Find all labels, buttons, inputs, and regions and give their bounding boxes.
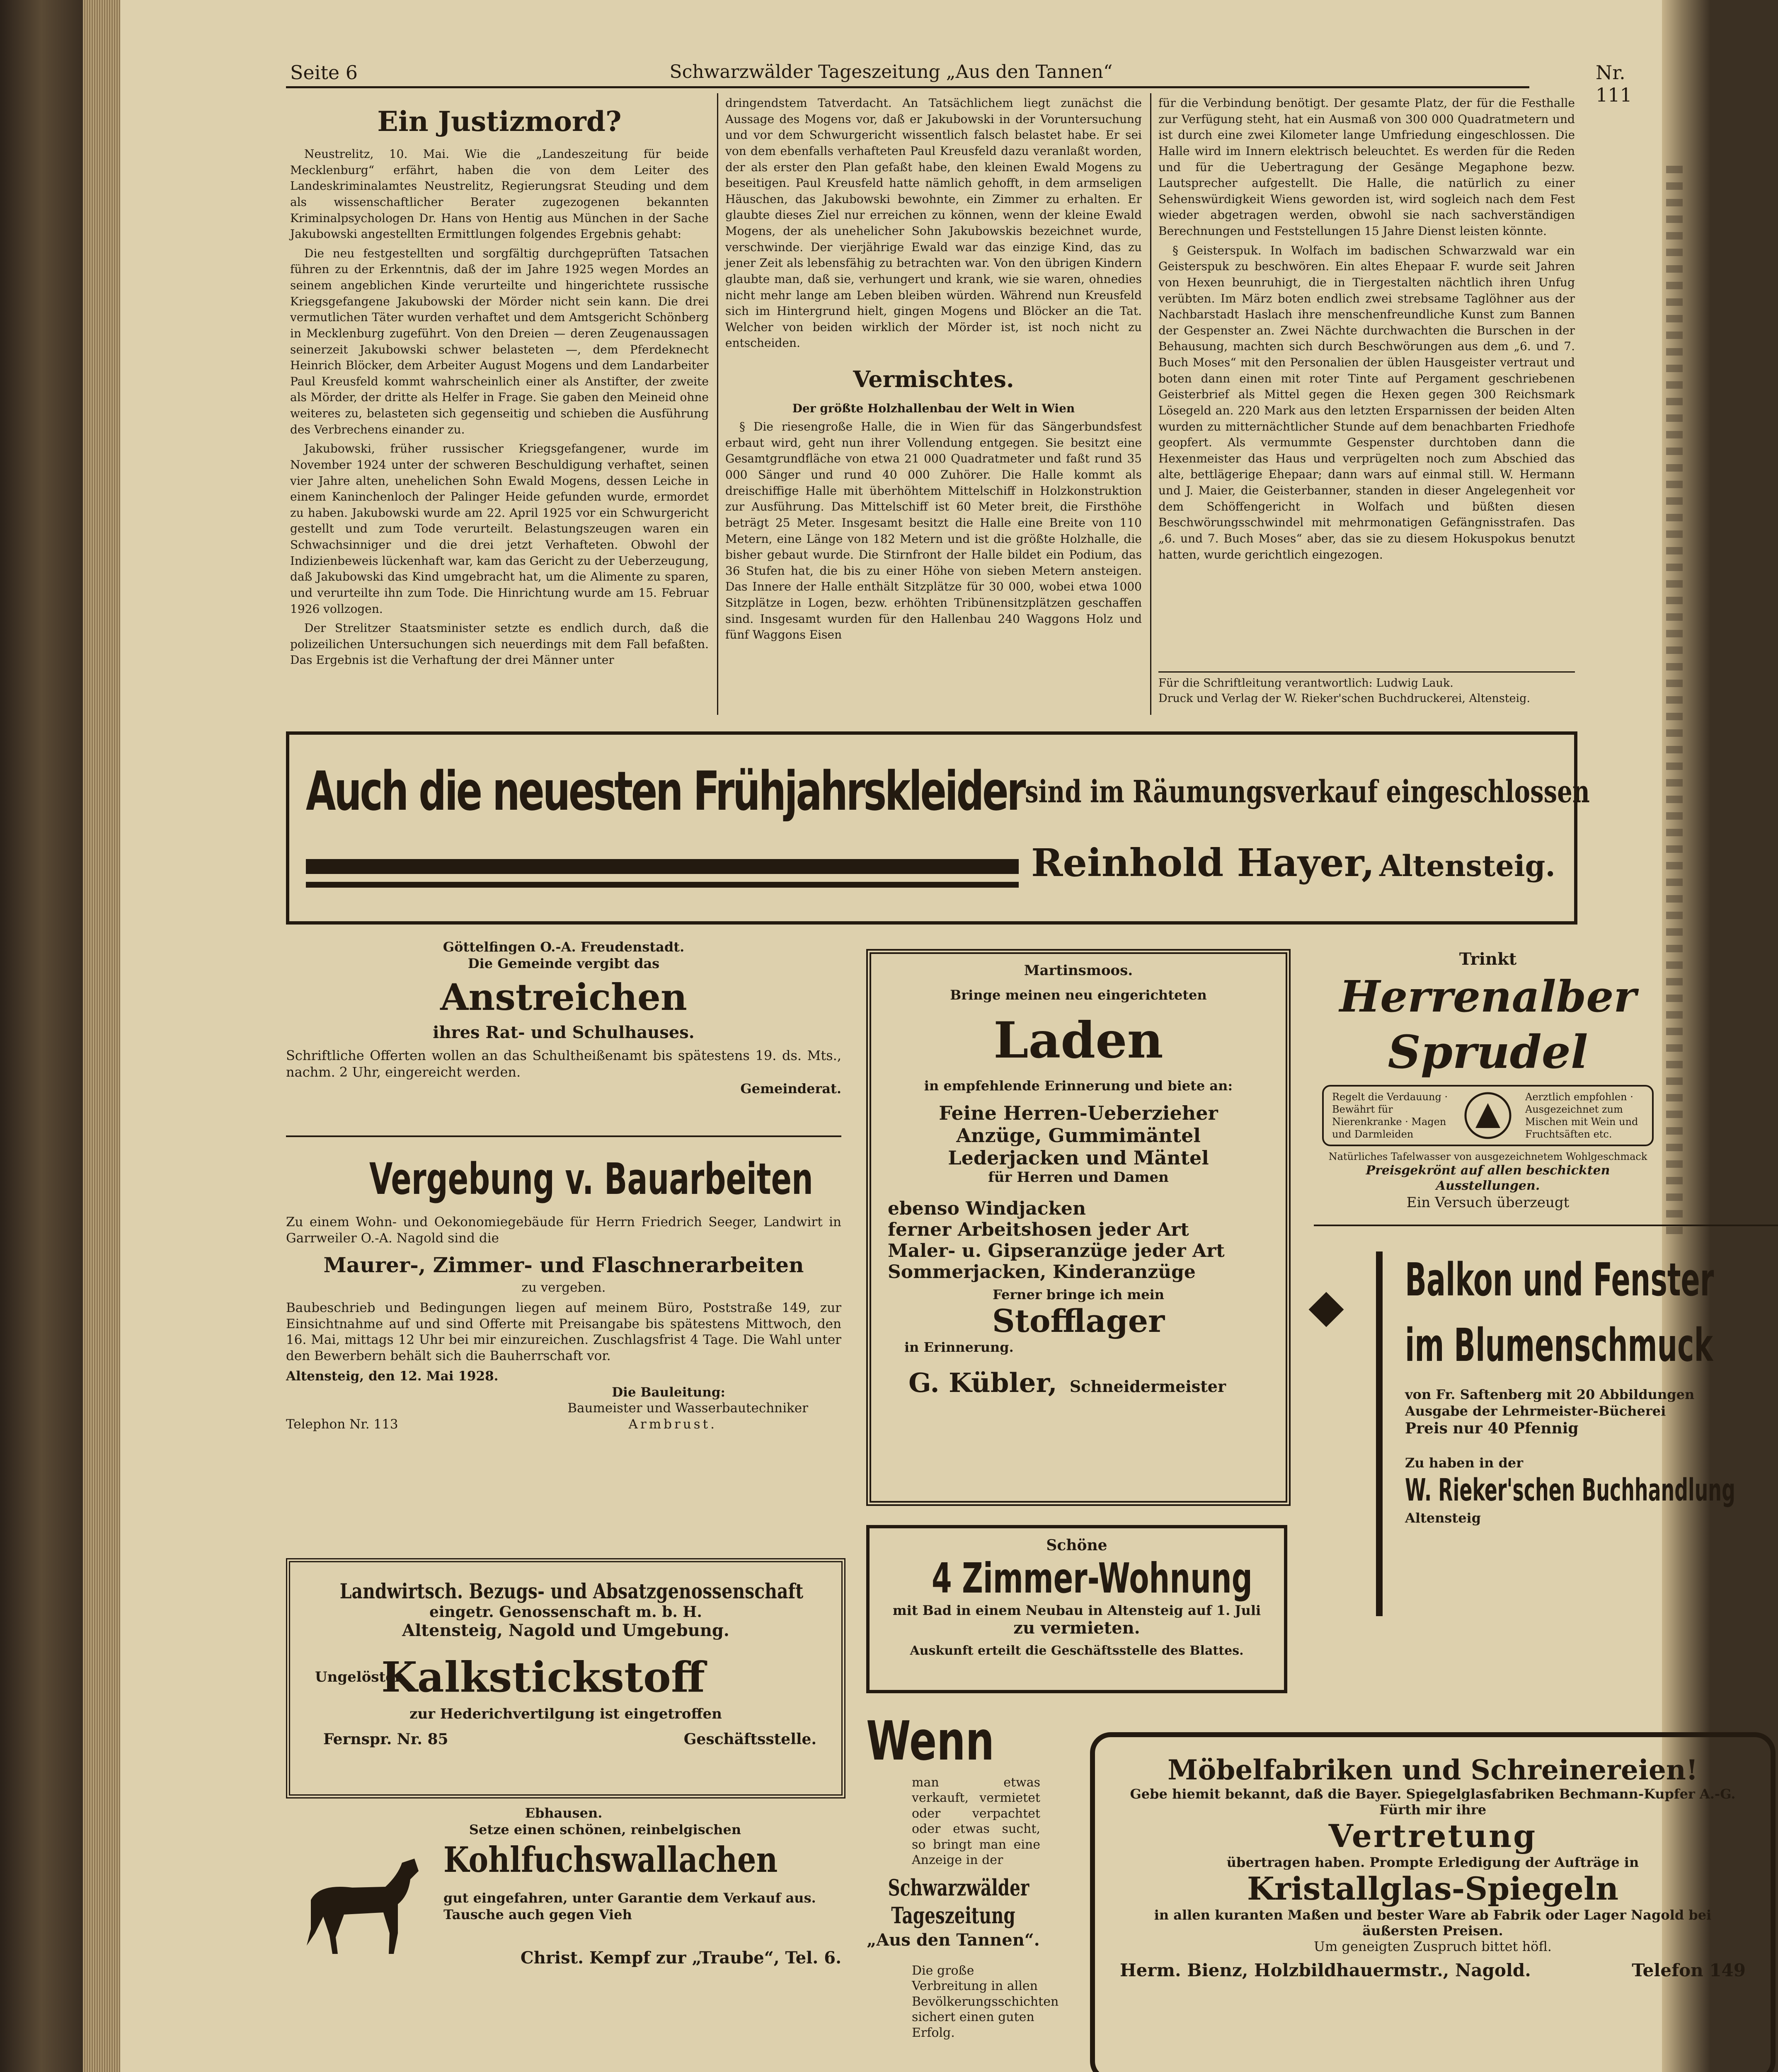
- ad-body: gut eingefahren, unter Garantie dem Verkauf aus. Tausche auch gegen Vieh: [443, 1890, 816, 1922]
- ad-item: ferner Arbeitshosen jeder Art: [888, 1219, 1189, 1240]
- ad-intro: Setze einen schönen, reinbelgischen: [469, 1822, 741, 1837]
- bleed-through-text: [1666, 166, 1683, 1243]
- ad-signature: Die Bauleitung:: [612, 1385, 725, 1400]
- ad-intro: Trinkt: [1459, 949, 1517, 969]
- ad-line: Altensteig, Nagold und Umgebung.: [402, 1621, 729, 1640]
- ad-date: Altensteig, den 12. Mai 1928.: [286, 1368, 499, 1384]
- ad-line: Ferner bringe ich mein: [992, 1287, 1165, 1302]
- ad-signature: Schneidermeister: [1069, 1377, 1226, 1396]
- ad-title: Herrenalber: [1339, 971, 1637, 1022]
- ad-line: eingetr. Genossenschaft m. b. H.: [429, 1603, 702, 1621]
- label-bottom: Preisgekrönt auf allen beschickten Ausstellungen.: [1366, 1163, 1610, 1193]
- article-title: Ein Justizmord?: [377, 105, 622, 138]
- ad-intro: Schöne: [1046, 1537, 1107, 1554]
- ad-footer: Die große Verbreitung in allen Bevölkerungsschichten sichert einen guten Erfolg.: [912, 1963, 1059, 2040]
- banner-firm: Reinhold Hayer,: [1031, 840, 1375, 885]
- column-three: [1158, 95, 1575, 566]
- page-number: Seite 6: [290, 61, 358, 84]
- ad-item: für Herren und Damen: [988, 1169, 1169, 1186]
- ad-body: man etwas verkauft, vermietet oder verpachtet oder etwas sucht, so bringt man eine Anzeige in der: [912, 1775, 1040, 1867]
- ad-title: Möbelfabriken und Schreinereien!: [1168, 1754, 1698, 1786]
- banner-bar: [306, 859, 1019, 874]
- ad-place: Martinsmoos.: [1024, 962, 1133, 979]
- ad-wohnung: [866, 1525, 1287, 1693]
- ad-signature: Christ. Kempf zur „Traube“, Tel. 6.: [520, 1948, 841, 1968]
- ad-sprudel: [1322, 949, 1654, 1211]
- ad-heading: Landwirtsch. Bezugs- und Absatzgenossenschaft: [339, 1579, 804, 1603]
- ad-signature: Herm. Bienz, Holzbildhauermstr., Nagold.: [1120, 1960, 1531, 1980]
- ad-line: zur Hederichvertilgung ist eingetroffen: [409, 1706, 722, 1722]
- section-title: Vermischtes.: [853, 366, 1014, 392]
- article-paragraph: § Geisterspuk. In Wolfach im badischen Schwarzwald war ein Geisterspuk zu beschwören. Ein altes Ehepaar F. wurde seit Jahren von Hexen beunruhigt, die in Tiergestalten nächtlich ihren Unfug verübten. Im März boten endlich zwei strebsame Taglöhner aus der Nachbarstadt Haslach ihre menschenfreundliche Kunst zum Bannen der Gespenster an. Zwei Nächte durchwachten die Burschen in der Behausung, machten sich durch Beschwörungen aus dem „6. und 7. Buch Moses“ mit den Personalien der üblen Hausgeister vertraut und boten dann einen mit roter Tinte auf Pergament geschriebenen Geisterbrief als Mittel gegen die Hexen gegen 300 Reichsmark Lösegeld an. 220 Mark aus den letzten Ersparnissen der beiden Alten wurden zu mitternächtlicher Stunde auf dem benachbarten Friedhofe geopfert. Als vermummte Gespenster durchtoben dann die Hexenmeister das Haus und verprügelten noch zum Abschied das alte, bettlägerige Ehepaar; dann wars auf einmal still. W. Hermann und J. Maier, die Geisterbanner, standen in dieser Angelegenheit vor dem Schöffengericht in Wolfach und büßten diesen Beschwörungsschwindel mit mehrmonatigen Gefängnisstrafen. Das „6. und 7. Buch Moses“ aber, das sie zu diesem Hokuspokus benutzt hatten, wurde gerichtlich eingezogen.: [1158, 243, 1575, 562]
- imprint: [1158, 675, 1575, 707]
- ad-trades: Maurer-, Zimmer- und Flaschnerarbeiten: [323, 1252, 804, 1277]
- label-top: Natürliches Tafelwasser von ausgezeichnetem Wohlgeschmack: [1328, 1150, 1647, 1162]
- ad-line: zu vergeben.: [521, 1280, 606, 1295]
- ad-paper-name: „Aus den Tannen“.: [867, 1930, 1040, 1950]
- ad-title: Anstreichen: [440, 975, 687, 1019]
- diamond-ornament: [1309, 1292, 1344, 1327]
- ad-body: übertragen haben. Prompte Erledigung der Aufträge in: [1226, 1854, 1639, 1870]
- banner-headline: Auch die neuesten Frühjahrskleider: [306, 760, 1025, 823]
- ad-place: Göttelfingen O.-A. Freudenstadt.: [443, 939, 685, 955]
- ad-price: Preis nur 40 Pfennig: [1405, 1420, 1579, 1437]
- article-headline: Der größte Holzhallenbau der Welt in Wien: [792, 401, 1075, 415]
- ad-item: Anzüge, Gummimäntel: [956, 1124, 1201, 1147]
- imprint-printer: Druck und Verlag der W. Rieker'schen Buchdruckerei, Altensteig.: [1158, 692, 1531, 705]
- ad-telephone: Telephon Nr. 113: [286, 1417, 398, 1432]
- ad-line: Zu haben in der: [1405, 1455, 1524, 1471]
- column-two: [725, 95, 1142, 646]
- ad-signature: Gemeinderat.: [740, 1081, 841, 1097]
- book-binding: [0, 0, 83, 2072]
- ad-telephone: Fernspr. Nr. 85: [323, 1731, 448, 1748]
- ad-item: Lederjacken und Mäntel: [948, 1147, 1209, 1169]
- ad-item: Maler- u. Gipseranzüge jeder Art: [888, 1240, 1225, 1261]
- ad-shop: Geschäftsstelle.: [683, 1731, 816, 1748]
- article-paragraph: für die Verbindung benötigt. Der gesamte Platz, der für die Festhalle zur Verfügung steht, hat ein Ausmaß von 300 000 Quadratmetern und ist durch eine zwei Kilometer lange Umfriedung eingeschlossen. Die Halle wird im Innern elektrisch beleuchtet. Es werden für die Reden und für die Uebertragung der Gesänge Megaphone bezw. Lautsprecher aufgestellt. Die Halle, die natürlich zu einer Sehenswürdigkeit Wiens geworden ist, wird sogleich nach dem Fest wieder abgetragen werden, obwohl sie nach sachverständigen Berechnungen und Feststellungen 15 Jahre Dienst leisten könnte.: [1158, 96, 1575, 238]
- ad-line: in Erinnerung.: [904, 1339, 1014, 1355]
- label-right: Aerztlich empfohlen · Ausgezeichnet zum Mischen mit Wein und Fruchtsäften etc.: [1525, 1091, 1638, 1140]
- vertical-bar: [1376, 1251, 1383, 1616]
- article-paragraph: Die neu festgestellten und sorgfältig durchgeprüften Tatsachen führen zu der Erkenntnis, daß der im Jahre 1925 wegen Mordes an seinem angeblichen Kinde verurteilte und hingerichtete russische Kriegsgefangene Jakubowski der Mörder nicht sein kann. Die drei vermutlichen Täter wurden verhaftet und dem Amtsgericht Schönberg in Mecklenburg zugeführt. Von den Dreien — deren Zeugenaussagen seinerzeit Jakubowski schwer belasteten —, dem Pferdeknecht Heinrich Blöcker, dem Arbeiter August Mogens und dem Landarbeiter Paul Kreusfeld kommt wahrscheinlich einer als Anstifter, der zweite als Mörder, der dritte als Helfer in Frage. Sie gaben den Meineid ohne weiteres zu, belasteten sich gegenseitig und schieben die Ausführung des Verbrechens einander zu.: [290, 246, 709, 436]
- ad-intro: Die Gemeinde vergibt das: [468, 956, 660, 971]
- ad-town: Altensteig: [1405, 1510, 1481, 1526]
- masthead: Schwarzwälder Tageszeitung „Aus den Tannen“: [669, 61, 1113, 82]
- ad-label: [1322, 1085, 1654, 1146]
- article-justizmord: [290, 99, 709, 672]
- imprint-rule: [1158, 671, 1575, 673]
- ad-moebel: [1090, 1732, 1776, 2072]
- issue-number: Nr. 111: [1596, 61, 1632, 106]
- article-paragraph: dringendstem Tatverdacht. An Tatsächlichem liegt zunächst die Aussage des Mogens vor, daß er Jakubowski in der Voruntersuchung und vor dem Schwurgericht wissentlich falsch belastet habe. Er sei von dem ebenfalls verhafteten Paul Kreusfeld dazu veranlaßt worden, der als erster den Plan gefaßt habe, den kleinen Ewald Mogens zu beseitigen. Paul Kreusfeld hatte nämlich gehofft, in dem armseligen Häuschen, das Jakubowski bewohnte, ein Zimmer zu erhalten. Er glaubte dieses Ziel nur erreichen zu können, wenn der kleine Ewald Mogens, der als unehelicher Sohn Jakubowskis bezeichnet wurde, verschwinde. Der vierjährige Ewald war das einzige Kind, das zu jener Zeit als lebensfähig zu betrachten war. Von den übrigen Kindern glaubte man, daß sie, verhungert und krank, wie sie waren, ohnedies nicht mehr lange am Leben bleiben würden. Während nun Kreusfeld sich im Hintergrund hielt, gingen Mogens und Blöcker an die Tat. Welcher von beiden wirklich der Mörder ist, ist noch nicht zu entscheiden.: [725, 96, 1142, 350]
- imprint-editor: Für die Schriftleitung verantwortlich: Ludwig Lauk.: [1158, 677, 1453, 690]
- ad-body: in allen kuranten Maßen und bester Ware ab Fabrik oder Lager Nagold bei äußersten Preisen.: [1154, 1907, 1712, 1939]
- ad-body: Zu einem Wohn- und Oekonomiegebäude für Herrn Friedrich Seeger, Landwirt in Garrweiler O.-A. Nagold sind die: [286, 1215, 841, 1246]
- ad-title: Kohlfuchswallachen: [443, 1839, 778, 1880]
- ad-title: Kalkstickstoff: [381, 1653, 705, 1702]
- ad-title: Balkon und Fenster: [1405, 1253, 1714, 1306]
- article-paragraph: Jakubowski, früher russischer Kriegsgefangener, wurde im November 1924 unter der schweren Beschuldigung verhaftet, seinen vier Jahre alten, unehelichen Sohn Ewald Mogens, dessen Leiche in einem Kaninchenloch der Palinger Heide gefunden wurde, ermordet zu haben. Jakubowski wurde am 22. April 1925 vor ein Schwurgericht gestellt und zum Tode verurteilt. Belastungszeugen waren ein Schwachsinniger und die drei jetzt Verhafteten. Obwohl der Indizienbeweis lückenhaft war, kam das Gericht zu der Ueberzeugung, daß Jakubowski das Kind umgebracht hat, um die Alimente zu sparen, und verurteilte ihn zum Tode. Die Hinrichtung wurde am 15. Februar 1926 vollzogen.: [290, 442, 709, 616]
- page-stack-edge: [83, 0, 120, 2072]
- ad-body: Gebe hiemit bekannt, daß die Bayer. Spiegelglasfabriken Bechmann-Kupfer A.-G. Fürth mir ihre: [1130, 1786, 1736, 1818]
- ad-wallach: [286, 1805, 841, 1968]
- ad-name: Armbrust.: [628, 1417, 717, 1432]
- ad-title: im Blumenschmuck: [1405, 1318, 1713, 1372]
- article-paragraph: § Die riesengroße Halle, die in Wien für das Sängerbundsfest erbaut wird, geht nun ihrer Vollendung entgegen. Sie besitzt eine Gesamtgrundfläche von etwa 21 000 Quadratmeter und faßt rund 35 000 Sänger und rund 40 000 Zuhörer. Die Halle kommt als dreischiffige Halle mit überhöhtem Mittelschiff in Holzkonstruktion zur Ausführung. Das Mittelschiff ist 60 Meter breit, die Firsthöhe beträgt 25 Meter. Insgesamt besitzt die Halle eine Breite von 110 Metern, eine Länge von 182 Metern und ist die größte Holzhalle, die bisher gebaut wurde. Die Stirnfront der Halle bildet ein Podium, das 36 Stufen hat, die bis zu einer Höhe von sieben Metern ansteigen. Das Innere der Halle enthält Sitzplätze für 30 000, wobei etwa 1000 Sitzplätze in Logen, bezw. erhöhten Tribünensitzplätzen geschaffen sind. Insgesamt wurden für den Hallenbau 240 Waggons Holz und fünf Waggons Eisen: [725, 420, 1142, 642]
- ad-line: mit Bad in einem Neubau in Altensteig auf 1. Juli: [892, 1602, 1261, 1618]
- ad-title: Sprudel: [1388, 1025, 1588, 1079]
- ad-pretitle: Ungelöster: [315, 1669, 402, 1685]
- ad-rule: [1314, 1225, 1778, 1226]
- horse-illustration: [294, 1850, 435, 1958]
- banner-town: Altensteig.: [1379, 849, 1555, 883]
- ad-paper-name: Schwarzwälder: [888, 1874, 1029, 1901]
- ad-line: Ausgabe der Lehrmeister-Bücherei: [1405, 1403, 1666, 1419]
- ad-stofflager: Stofflager: [992, 1302, 1165, 1339]
- ad-big-line: Vertretung: [1328, 1818, 1537, 1854]
- ad-signature: G. Kübler,: [908, 1368, 1057, 1399]
- ad-line: in empfehlende Erinnerung und biete an:: [924, 1078, 1233, 1094]
- column-rule: [717, 93, 718, 715]
- ad-signature: Baumeister und Wasserbautechniker: [567, 1401, 808, 1416]
- ad-title: 4 Zimmer-Wohnung: [932, 1554, 1252, 1602]
- ad-anstreichen: [286, 939, 841, 1097]
- ad-item: Sommerjacken, Kinderanzüge: [888, 1261, 1196, 1283]
- ad-place: Ebhausen.: [525, 1805, 603, 1821]
- ad-title: Vergebung v. Bauarbeiten: [369, 1154, 813, 1204]
- ad-line: Auskunft erteilt die Geschäftsstelle des Blattes.: [910, 1644, 1244, 1658]
- header-rule: [286, 86, 1529, 88]
- ad-item: ebenso Windjacken: [888, 1198, 1086, 1219]
- ad-subtitle: ihres Rat- und Schulhauses.: [433, 1023, 695, 1042]
- newspaper-page: [120, 0, 1746, 2072]
- ad-line: Um geneigten Zuspruch bittet höfl.: [1314, 1939, 1552, 1954]
- ad-title: Laden: [993, 1011, 1163, 1070]
- spring-emblem-icon: [1459, 1091, 1517, 1140]
- ad-title: Wenn: [866, 1709, 995, 1772]
- ad-rule: [286, 1135, 841, 1137]
- banner-subline: sind im Räumungsverkauf eingeschlossen: [1025, 774, 1590, 810]
- ad-bauarbeiten: [286, 1152, 841, 1433]
- ad-shop: W. Rieker'schen Buchhandlung: [1405, 1472, 1735, 1508]
- ad-wenn: [866, 1707, 1059, 2041]
- ad-laden: [866, 949, 1291, 1506]
- ad-body: Baubeschrieb und Bedingungen liegen auf meinem Büro, Poststraße 149, zur Einsichtnahme auf und sind Offerte mit Preisangabe bis spätestens Mittwoch, den 16. Mai, mittags 12 Uhr bei mir einzureichen. Zuschlagsfrist 4 Tage. Die Wahl unter den Bewerbern behält sich die Bauherrschaft vor.: [286, 1300, 841, 1363]
- ad-line: von Fr. Saftenberg mit 20 Abbildungen: [1405, 1387, 1695, 1402]
- banner-bar: [306, 882, 1019, 888]
- label-left: Regelt die Verdauung · Bewährt für Nierenkranke · Magen und Darmleiden: [1332, 1091, 1448, 1140]
- ad-item: Feine Herren-Ueberzieher: [939, 1102, 1218, 1124]
- ad-telephone: Telefon 149: [1632, 1960, 1746, 1980]
- banner-ad-hayer: [286, 731, 1590, 925]
- ad-body: Schriftliche Offerten wollen an das Schultheißenamt bis spätestens 19. ds. Mts., nachm. 2 Uhr, eingereicht werden.: [286, 1048, 841, 1080]
- article-paragraph: Neustrelitz, 10. Mai. Wie die „Landeszeitung für beide Mecklenburg“ erfährt, haben die von dem Leiter des Landeskriminalamtes Neustrelitz, Regierungsrat Steuding und dem als wissenschaftlicher Berater zugezogenen bekannten Kriminalpsychologen Dr. Hans von Hentig aus München in der Sache Jakubowski angestellten Ermittlungen folgendes Ergebnis gehabt:: [290, 147, 709, 241]
- ad-line: zu vermieten.: [1013, 1618, 1140, 1638]
- ad-genossenschaft: [286, 1558, 845, 1798]
- ad-big-line: Kristallglas-Spiegeln: [1247, 1870, 1619, 1907]
- ad-line: Ein Versuch überzeugt: [1406, 1194, 1570, 1211]
- column-rule: [1150, 93, 1151, 715]
- article-paragraph: Der Strelitzer Staatsminister setzte es endlich durch, daß die polizeilichen Untersuchungen sich neuerdings mit dem Fall befaßten. Das Ergebnis ist die Verhaftung der drei Männer unter: [290, 621, 709, 667]
- ad-paper-name: Tageszeitung: [891, 1902, 1015, 1929]
- ad-intro: Bringe meinen neu eingerichteten: [950, 987, 1207, 1003]
